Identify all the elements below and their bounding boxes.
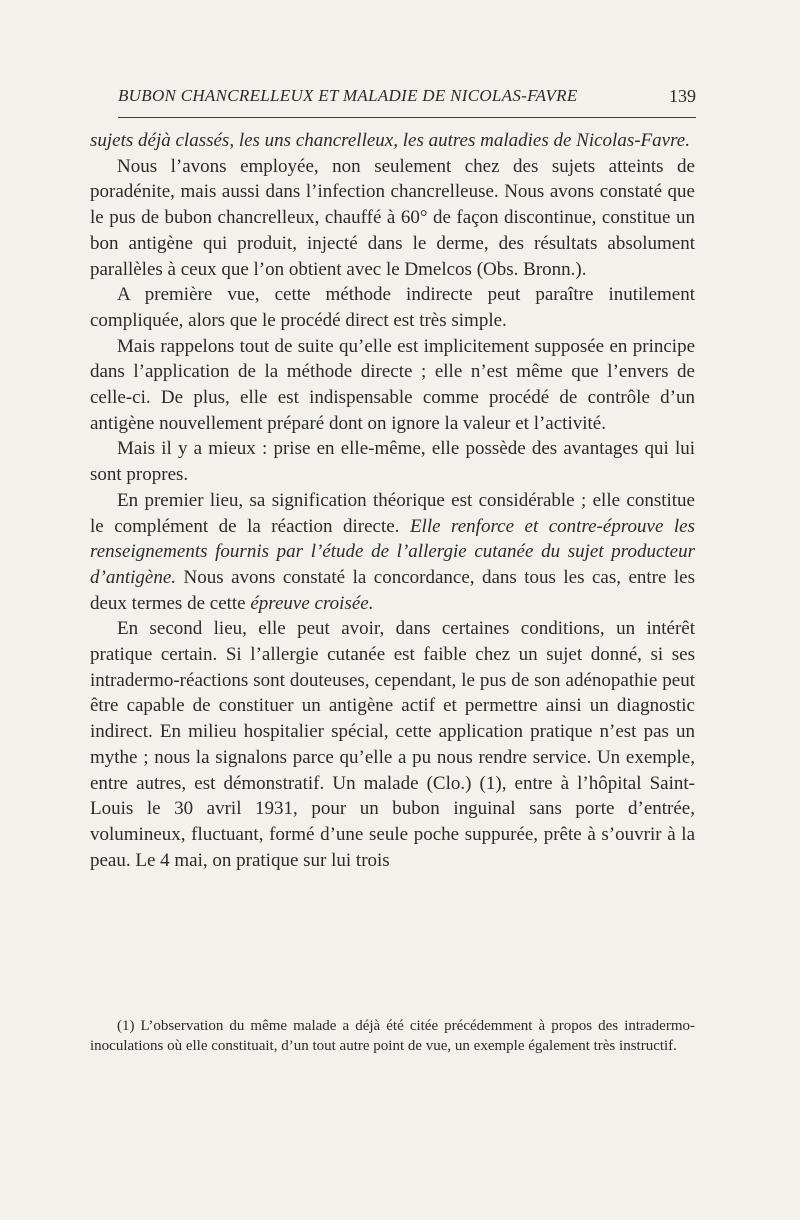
text-segment: Mais il y a mieux : prise en elle-même, elle possède des avantages qui lui sont propres.: [90, 438, 695, 486]
running-title: BUBON CHANCRELLEUX ET MALADIE DE NICOLAS-FAVRE: [118, 86, 578, 105]
page-number: 139: [669, 86, 696, 106]
paragraph: [90, 154, 695, 283]
text-segment: Nous avons constaté la concordance, dans tous les cas, entre les deux termes de cette: [90, 566, 695, 614]
text-segment: Nous l’avons employée, non seulement chez des sujets atteints de poradénite, mais aussi dans l’infection chancrelleuse. Nous avons constaté que le pus de bubon chancrelleux, chauffé à 60° de façon discontinue, constitue un bon antigène qui produit, injecté dans le derme, des résultats absolument parallèles à ceux que l’on obtient avec le Dmelcos (Obs. Bronn.).: [90, 155, 695, 280]
paragraph: [90, 488, 695, 617]
text-segment: Mais rappelons tout de suite qu’elle est implicitement supposée en principe dans l’application de la méthode directe ; elle n’est même que l’envers de celle-ci. De plus, elle est indispensable comme procédé de contrôle d’un antigène nouvellement préparé dont on ignore la valeur et l’activité.: [90, 335, 695, 434]
body-text: [90, 128, 695, 873]
paragraph: [90, 334, 695, 437]
text-segment: A première vue, cette méthode indirecte peut paraître inutilement compliquée, alors que le procédé direct est très simple.: [90, 284, 695, 331]
text-segment: En premier lieu, sa signification théorique est considérable ; elle constitue le complément de la réaction directe.: [90, 489, 695, 537]
footnote-text: (1) L’observation du même malade a déjà été citée précédemment à propos des intradermo-inoculations où elle constituait, d’un tout autre point de vue, un exemple également très instructif.: [90, 1018, 695, 1054]
italic-text-segment: sujets déjà classés, les uns chancrelleux, les autres maladies de Nicolas-Favre.: [90, 130, 690, 151]
paragraph: [90, 282, 695, 333]
header-rule: [118, 117, 696, 118]
italic-text-segment: épreuve croisée.: [250, 592, 374, 614]
italic-text-segment: Elle renforce et contre-éprouve les renseignements fournis par l’étude de l’allergie cutanée du sujet producteur d’antigène.: [90, 515, 695, 588]
paragraph: [90, 436, 695, 487]
paragraph: [90, 128, 695, 154]
running-header: [118, 86, 696, 112]
paragraph: [90, 616, 695, 873]
footnote: [90, 1016, 695, 1056]
text-segment: En second lieu, elle peut avoir, dans certaines conditions, un intérêt pratique certain. Si l’allergie cutanée est faible chez un sujet donné, si ses intradermo-réactions sont douteuses, cependant, le pus de son adénopathie peut être capable de constituer un antigène actif et permettre ainsi un diagnostic indirect. En milieu hospitalier spécial, cette application pratique n’est pas un mythe ; nous la signalons parce qu’elle a pu nous rendre service. Un exemple, entre autres, est démonstratif. Un malade (Clo.) (1), entre à l’hôpital Saint-Louis le 30 avril 1931, pour un bubon inguinal sans porte d’entrée, volumineux, fluctuant, formé d’une seule poche suppurée, prête à s’ouvrir à la peau. Le 4 mai, on pratique sur lui trois: [90, 618, 695, 871]
